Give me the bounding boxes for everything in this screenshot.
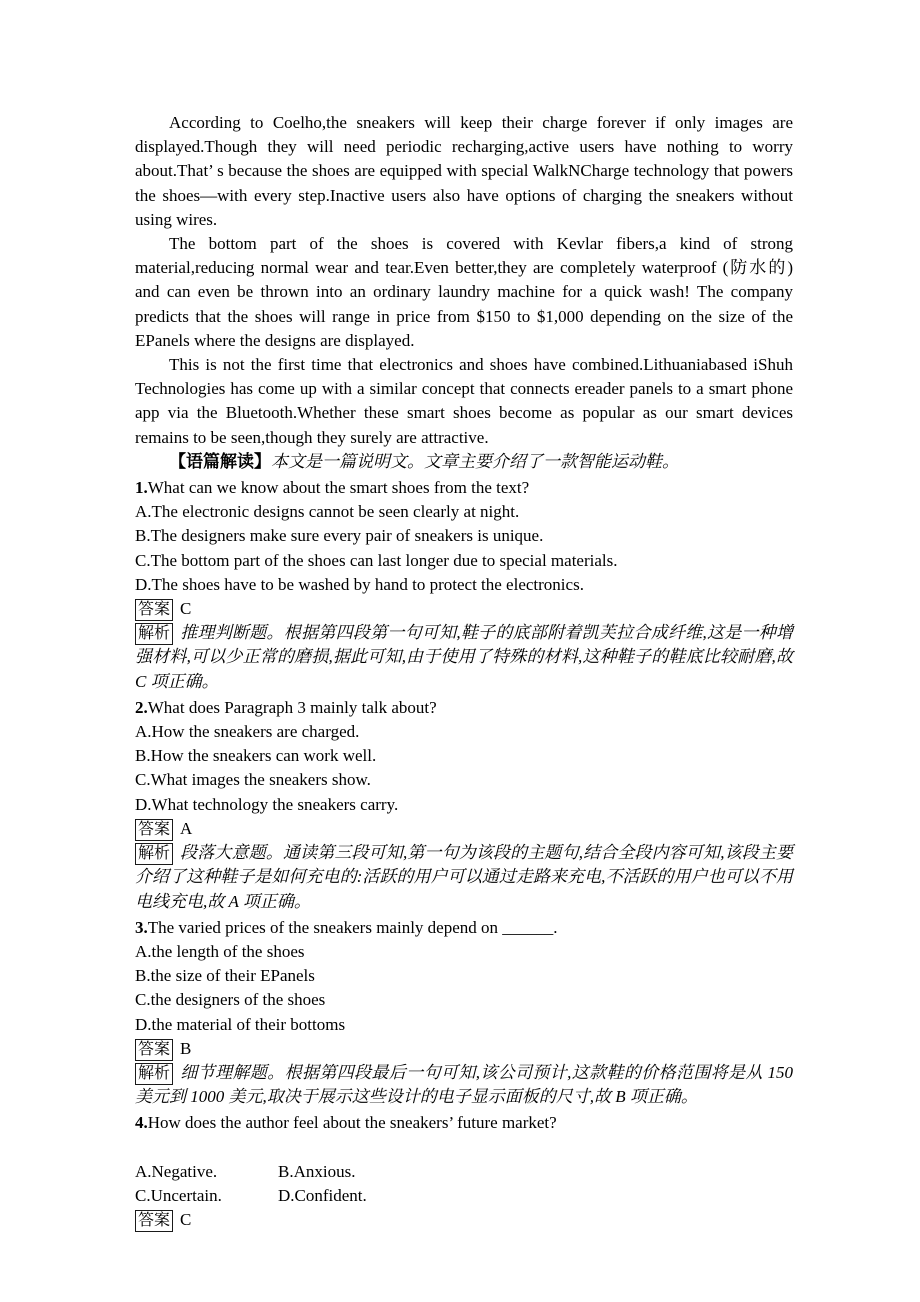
question-2-option-c: C.What images the sneakers show. [135,770,371,790]
question-3-option-d: D.the material of their bottoms [135,1014,346,1034]
article-paragraph-2: The bottom part of the shoes is covered with Kevlar fibers,a kind of strong material,reducing normal wear and tear.Even better,they are completely waterproof (防水的) and can even be thrown into an ordinary laundry machine for a quick wash! The company predicts that the shoes will range in price from $150 to $1,000 depending on the size of the EPanels where the designs are displayed. [135,234,793,350]
question-4-options-row-1 [135,1160,793,1184]
question-4-options-row-2 [135,1184,793,1208]
question-2-answer-line [135,817,793,841]
question-4 [135,1111,793,1232]
article-paragraph-1: According to Coelho,the sneakers will keep their charge forever if only images are displayed.Though they will need periodic recharging,active users have nothing to worry about.That’ s because the shoes are equipped with special WalkNCharge technology that powers the shoes—with every step.Inactive users also have options of charging the sneakers without using wires. [135,113,793,229]
question-3-analysis-text: 细节理解题。根据第四段最后一句可知,该公司预计,这款鞋的价格范围将是从 150 美元到 1000 美元,取决于展示这些设计的电子显示面板的尺寸,故 B 项正确。 [135,1062,793,1107]
question-1-option-b: B.The designers make sure every pair of sneakers is unique. [135,526,544,546]
question-2 [135,696,793,914]
question-1-option-d: D.The shoes have to be washed by hand to protect the electronics. [135,574,584,594]
question-3-option-c: C.the designers of the shoes [135,990,326,1010]
question-2-option-d: D.What technology the sneakers carry. [135,794,399,814]
question-1-number: 1. [135,478,148,498]
question-3-answer-value: B [180,1038,192,1058]
question-2-stem: What does Paragraph 3 mainly talk about? [147,697,437,717]
question-3-answer-line [135,1037,793,1061]
analysis-label: 解析 [135,843,173,865]
question-4-number: 4. [135,1113,148,1133]
passage-analysis-line [135,450,793,474]
question-1-stem-line [135,476,793,500]
question-3-option-b: B.the size of their EPanels [135,966,315,986]
question-4-option-c: C.Uncertain. [135,1185,222,1205]
question-2-analysis-text: 段落大意题。通读第三段可知,第一句为该段的主题句,结合全段内容可知,该段主要介绍了这种鞋子是如何充电的:活跃的用户可以通过走路来充电,不活跃的用户也可以不用电线充电,故 A 项正确。 [135,843,793,911]
question-4-option-b: B.Anxious. [278,1161,356,1181]
question-2-number: 2. [135,697,148,717]
analysis-label: 解析 [135,1063,173,1085]
question-4-answer-value: C [180,1209,192,1229]
question-1-analysis-line [135,621,793,694]
answer-label: 答案 [135,1039,173,1061]
answer-label: 答案 [135,819,173,841]
question-3-option-a: A.the length of the shoes [135,941,305,961]
question-1-stem: What can we know about the smart shoes from the text? [147,478,530,498]
question-3-number: 3. [135,917,148,937]
question-1-analysis-text: 推理判断题。根据第四段第一句可知,鞋子的底部附着凯芙拉合成纤维,这是一种增强材料,可以少正常的磨损,据此可知,由于使用了特殊的材料,这种鞋子的鞋底比较耐磨,故 C 项正确。 [135,623,793,691]
question-4-stem: How does the author feel about the sneakers’ future market? [147,1113,557,1133]
passage-analysis-label: 【语篇解读】 [169,451,271,471]
answer-label: 答案 [135,1210,173,1232]
question-4-answer-line [135,1208,793,1232]
question-3-stem: The varied prices of the sneakers mainly depend on ______. [147,917,558,937]
question-1-answer-line [135,597,793,621]
question-2-analysis-line [135,841,793,914]
question-1-option-a: A.The electronic designs cannot be seen clearly at night. [135,502,520,522]
question-2-answer-value: A [180,818,193,838]
question-4-option-a: A.Negative. [135,1161,218,1181]
answer-label: 答案 [135,599,173,621]
question-2-option-b: B.How the sneakers can work well. [135,746,377,766]
question-2-option-a: A.How the sneakers are charged. [135,722,360,742]
question-1-option-c: C.The bottom part of the shoes can last longer due to special materials. [135,550,618,570]
question-1 [135,476,793,694]
passage-analysis-text: 本文是一篇说明文。文章主要介绍了一款智能运动鞋。 [271,451,679,471]
question-2-stem-line [135,696,793,720]
article-paragraph-3: This is not the first time that electronics and shoes have combined.Lithuaniabased iShuh Technologies has come up with a similar concept that connects ereader panels to a smart phone app via the Bluetooth.Whether these smart shoes become as popular as our smart devices remains to be seen,though they surely are attractive. [135,355,793,447]
question-3 [135,916,793,1110]
question-3-stem-line [135,916,793,940]
question-4-option-d: D.Confident. [278,1185,367,1205]
question-1-answer-value: C [180,599,192,619]
question-4-stem-line [135,1111,793,1135]
analysis-label: 解析 [135,623,173,645]
question-3-analysis-line [135,1061,793,1109]
